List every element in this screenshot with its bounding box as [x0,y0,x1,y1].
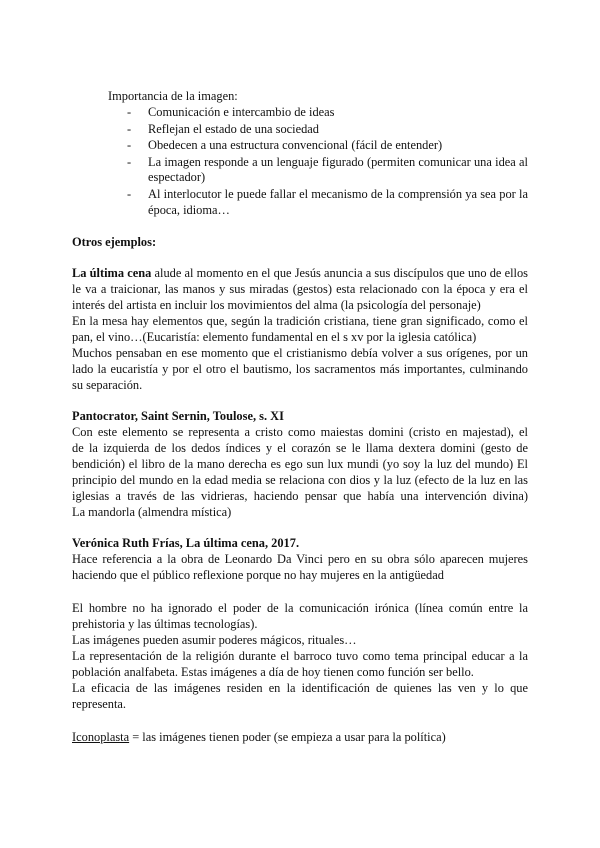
paragraph-line: Muchos pensaban en ese momento que el cristianismo debía volver a sus orígenes, por un [72,346,528,360]
section-heading: Otros ejemplos: [72,235,157,249]
paragraph-line: iglesias a través de las vidrieras, haciendo pensar que había una intervención divina) [72,489,528,503]
bullet-item: Al interlocutor le puede fallar el mecanismo de la comprensión ya sea por la [148,187,528,201]
bullet-dash: - [127,155,132,169]
paragraph-line [72,265,528,281]
definition-text: = las imágenes tienen poder (se empieza a usar para la política) [129,730,446,744]
paragraph-line: La mandorla (almendra mística) [72,505,232,519]
artwork-title: La última cena [72,266,152,280]
paragraph-line: de la izquierda de los dedos índices y el corazón se le llama dextera domini (gesto de [72,441,528,455]
paragraph-line: Las imágenes pueden asumir poderes mágicos, rituales… [72,633,357,647]
paragraph-line: población analfabeta. Estas imágenes a día de hoy tienen como función ser bello. [72,665,474,679]
bullet-item: La imagen responde a un lenguaje figurado (permiten comunicar una idea al [148,155,528,169]
bullet-item: Comunicación e intercambio de ideas [148,105,335,119]
bullet-item: Reflejan el estado de una sociedad [148,122,319,136]
bullet-item: Obedecen a una estructura convencional (fácil de entender) [148,138,443,152]
paragraph-line: El hombre no ha ignorado el poder de la comunicación irónica (línea común entre la [72,601,528,615]
bullet-item-continuation: espectador) [148,170,206,184]
paragraph-line: prehistoria y las últimas tecnologías). [72,617,258,631]
paragraph-line: principio del mundo en la edad media se relaciona con dios y la luz (efecto de la luz en las [72,473,528,487]
bullet-dash: - [127,122,132,136]
paragraph-line: La representación de la religión durante el barroco tuvo como tema principal educar a la [72,649,528,663]
paragraph-line: lado la eucaristía y por el otro el bautismo, los sacramentos más importantes, culminando [72,362,528,376]
paragraph-line: Con este elemento se representa a cristo como maiestas domini (cristo en majestad), el [72,425,528,439]
paragraph-line: Hace referencia a la obra de Leonardo Da Vinci pero en su obra sólo aparecen mujeres [72,552,528,566]
definition-line [72,729,528,745]
bullet-item-continuation: época, idioma… [148,203,230,217]
paragraph-line: interés del artista en incluir los movimientos del alma (la psicología del personaje) [72,298,481,312]
paragraph-line: La eficacia de las imágenes residen en la identificación de quienes las ven y lo que [72,681,528,695]
bullet-dash: - [127,105,132,119]
importance-heading: Importancia de la imagen: [108,89,238,103]
bullet-dash: - [127,138,132,152]
paragraph-line: le va a traicionar, las manos y sus miradas (gestos) esta relacionado con la época y era el [72,282,528,296]
artwork-title: Verónica Ruth Frías, La última cena, 2017. [72,536,300,550]
paragraph-line: pan, el vino…(Eucaristía: elemento fundamental en el s xv por la iglesia católica) [72,330,477,344]
artwork-title: Pantocrator, Saint Sernin, Toulose, s. XI [72,409,284,423]
paragraph-line: haciendo que el público reflexione porque no hay mujeres en la antigüedad [72,568,444,582]
defined-term: Iconoplasta [72,730,130,744]
paragraph-line: representa. [72,697,127,711]
paragraph-text: alude al momento en el que Jesús anuncia a sus discípulos que uno de ellos [151,266,528,280]
bullet-dash: - [127,187,132,201]
paragraph-line: En la mesa hay elementos que, según la tradición cristiana, tiene gran significado, como el [72,314,528,328]
paragraph-line: bendición) el libro de la mano derecha es ego sun lux mundi (yo soy la luz del mundo) El [72,457,528,471]
paragraph-line: su separación. [72,378,143,392]
